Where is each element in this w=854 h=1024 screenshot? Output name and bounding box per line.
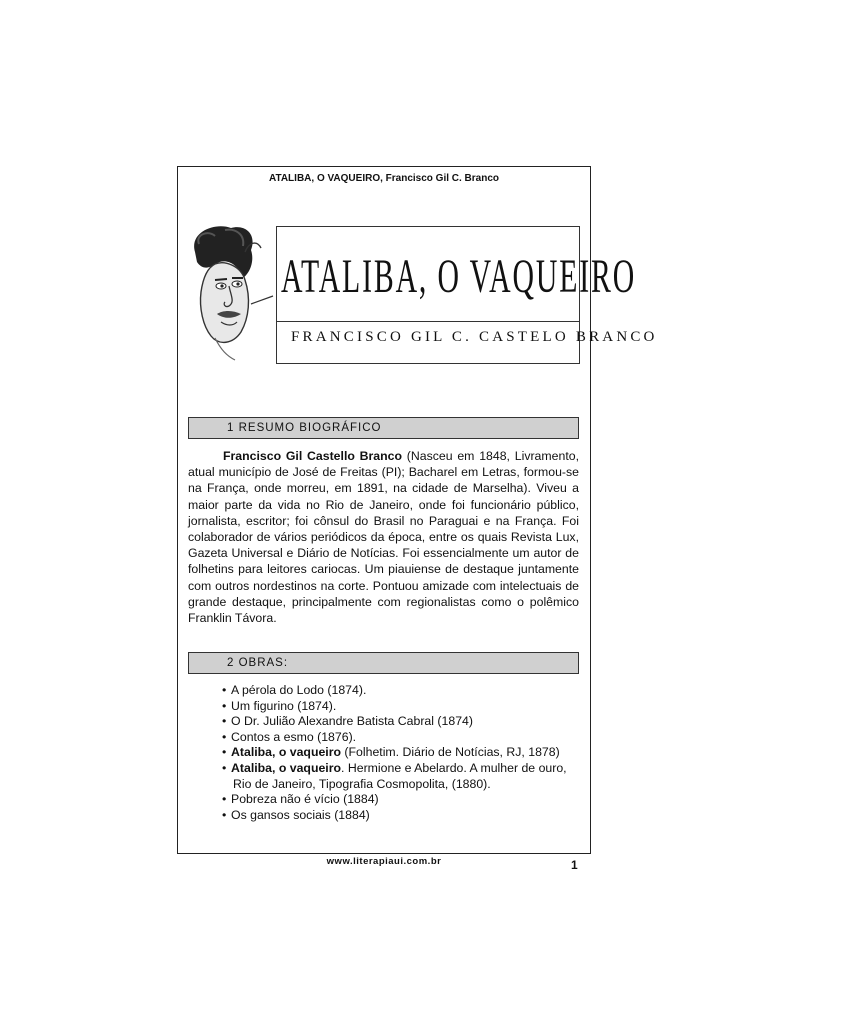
bio-text: (Nasceu em 1848, Livramento, atual município de José de Freitas (PI); Bacharel em Letras, formou-se na França, onde morreu, em 1891, na cidade de Marselha). Viveu a maior parte da vida no Rio de Janeiro, onde foi funcionário público, jornalista, escritor; foi cônsul do Brasil no Paraguai e na França. Foi colaborador de vários periódicos da época, entre os quais Revista Lux, Gazeta Universal e Diário de Notícias. Foi essencialmente um autor de folhetins para leitores cariocas. Um piauiense de destaque juntamente com outros nordestinos na corte. Pontuou amizade com intelectuais de grande destaque, principalmente com regionalistas como o polêmico Franklin Távora.	[188, 449, 579, 626]
list-item: • Ataliba, o vaqueiro. Hermione e Abelardo. A mulher de ouro, Rio de Janeiro, Tipografia Cosmopolita, (1880).	[222, 760, 567, 791]
list-item: • A pérola do Lodo (1874).	[222, 683, 367, 697]
title-box	[276, 226, 658, 364]
author-name: Francisco Gil Castello Branco	[223, 449, 403, 463]
title-divider	[277, 321, 579, 322]
running-header: ATALIBA, O VAQUEIRO, Francisco Gil C. Branco	[268, 173, 500, 184]
list-item: • Contos a esmo (1876).	[222, 729, 357, 744]
bio-paragraph	[188, 448, 579, 626]
list-item: • Um figurino (1874).	[222, 698, 337, 713]
list-item: • Ataliba, o vaqueiro (Folhetim. Diário de Notícias, RJ, 1878)	[222, 745, 560, 760]
book-title: ATALIBA, O VAQUEIRO	[281, 250, 637, 303]
page-number: 1	[571, 858, 578, 872]
author-caricature-illustration	[185, 222, 273, 362]
list-item: • O Dr. Julião Alexandre Batista Cabral (1874)	[222, 714, 473, 729]
footer-url: www.literapiaui.com.br	[326, 856, 442, 867]
section-heading-bio: 1 RESUMO BIOGRÁFICO	[188, 417, 579, 439]
book-author: FRANCISCO GIL C. CASTELO BRANCO	[291, 329, 658, 345]
section-heading-works: 2 OBRAS:	[188, 652, 579, 674]
list-item: • Pobreza não é vício (1884)	[222, 792, 379, 807]
list-item: • Os gansos sociais (1884)	[222, 807, 370, 822]
works-list	[222, 683, 582, 823]
